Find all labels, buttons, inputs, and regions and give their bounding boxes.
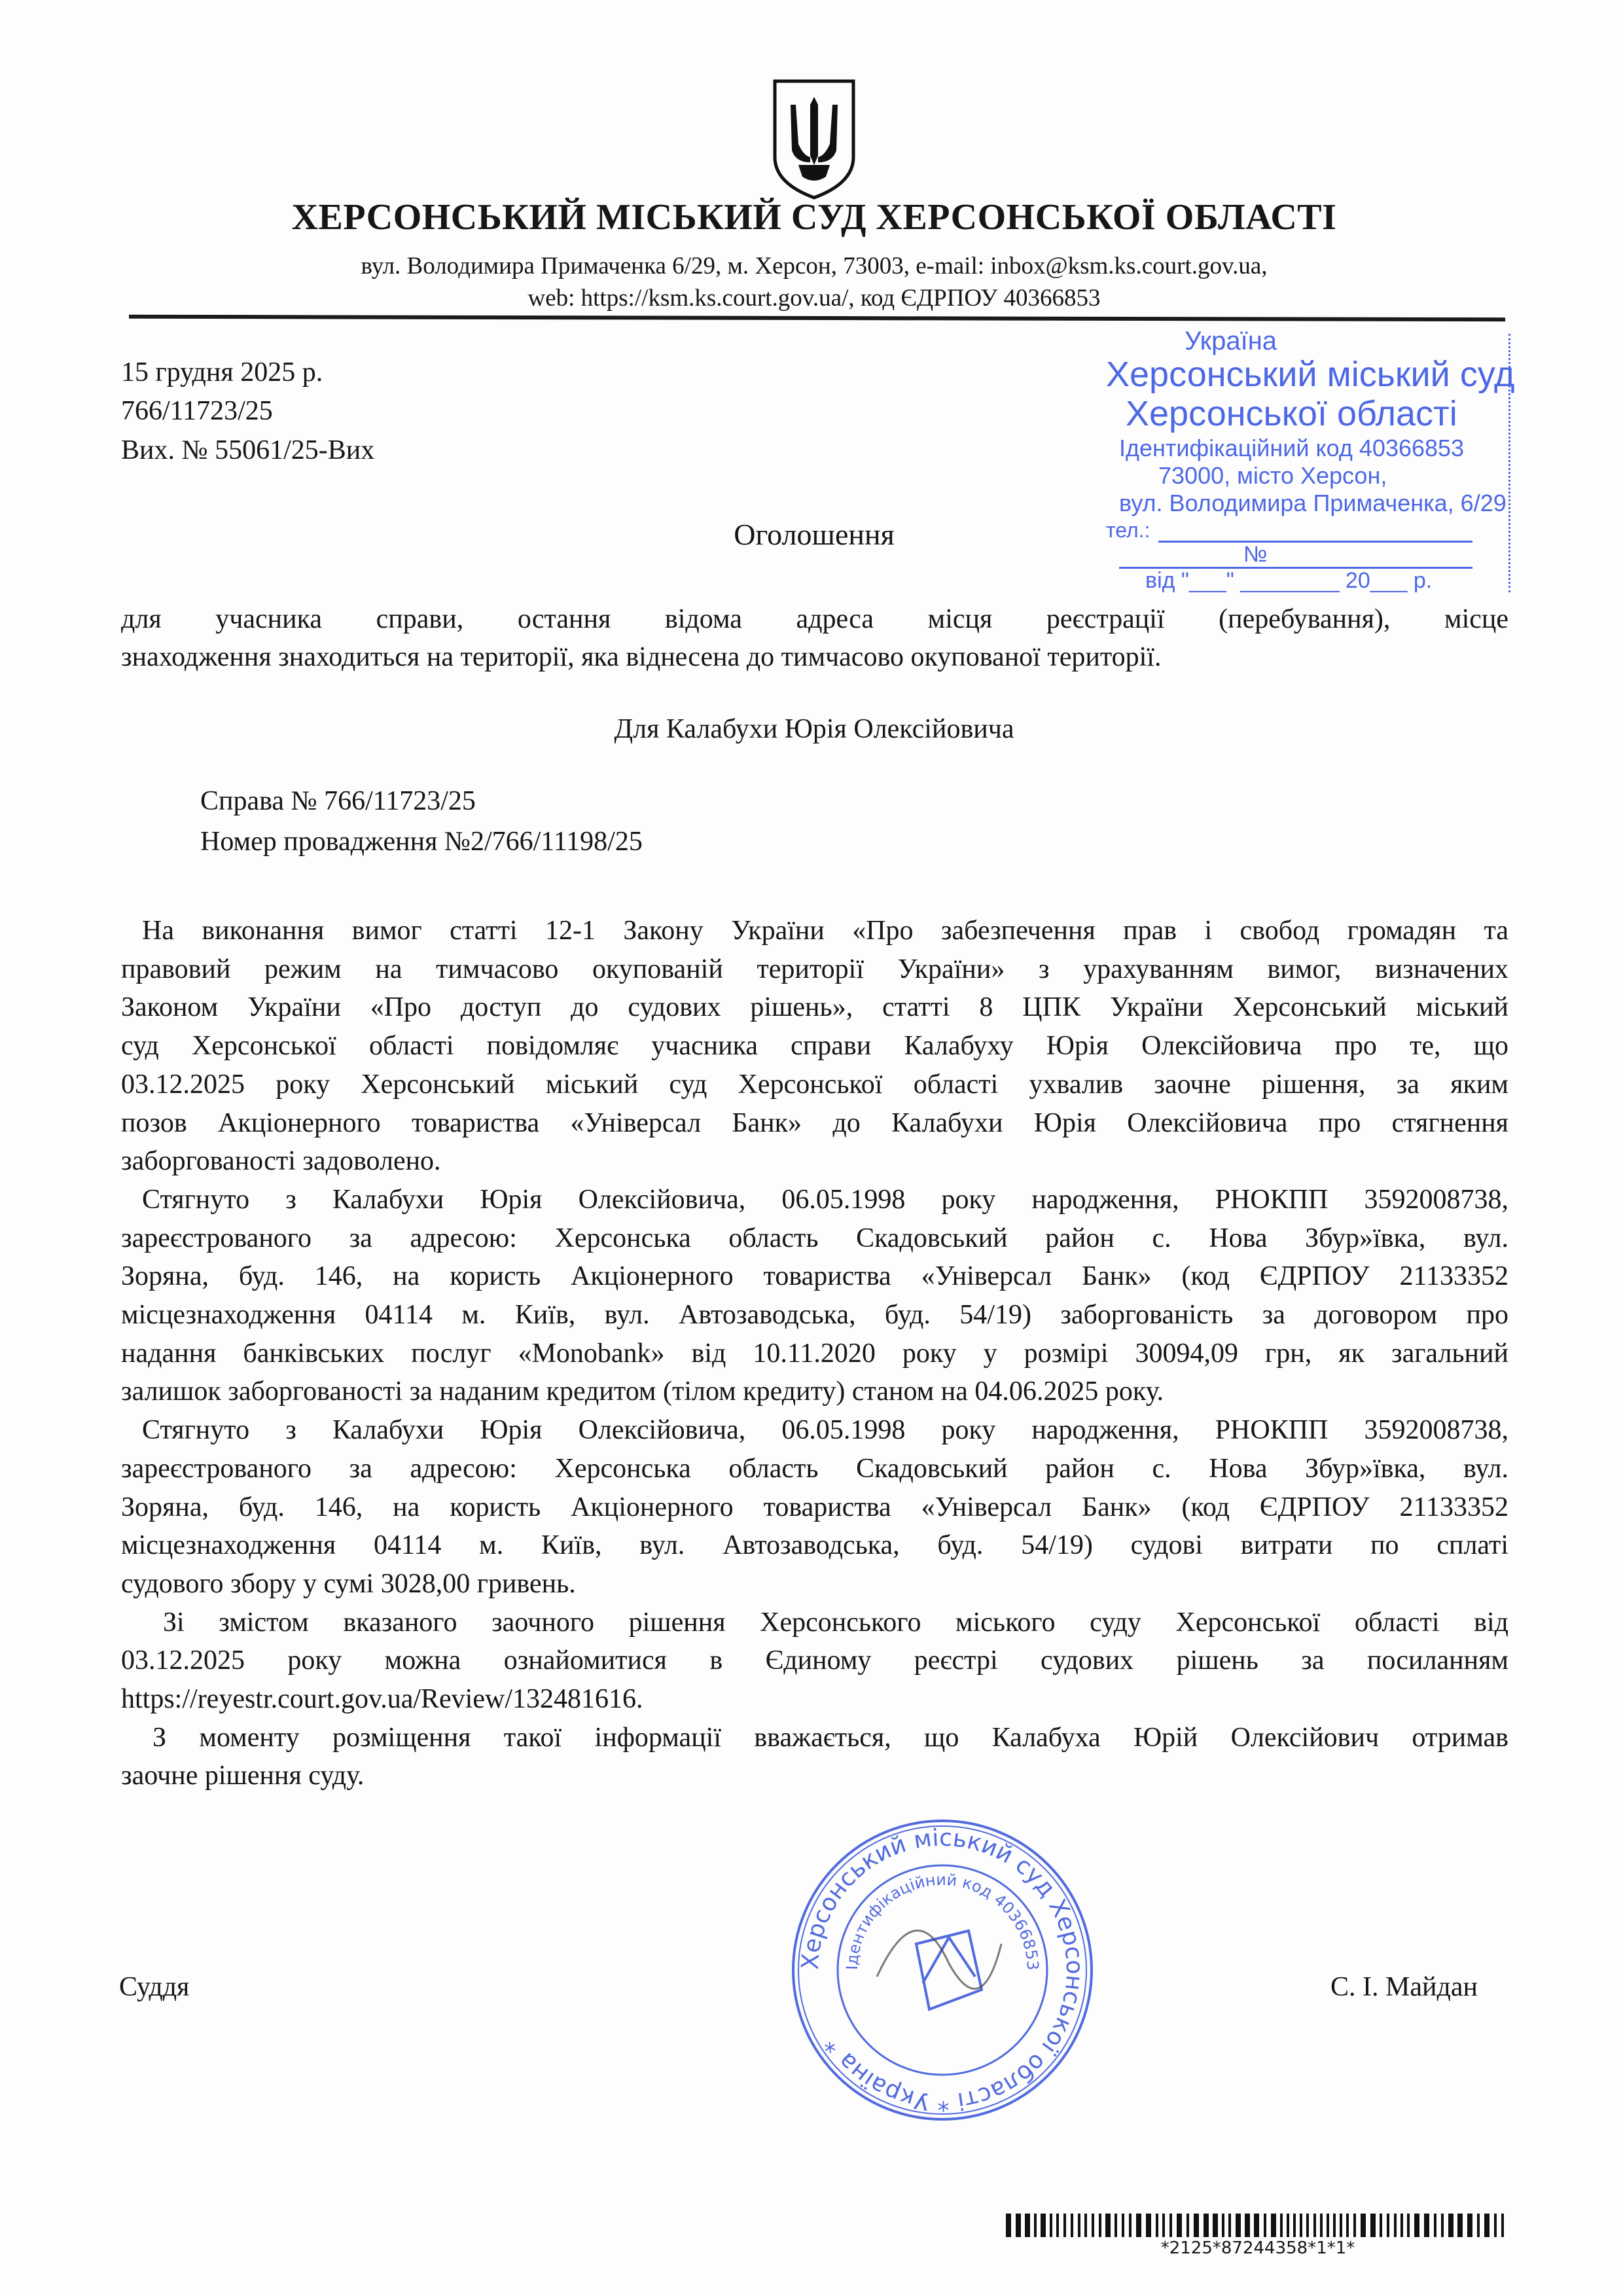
barcode-bar — [1156, 2214, 1158, 2237]
body-line: правовий режим на тимчасово окупованій території України» з урахуванням вимог, визначених — [121, 954, 1508, 984]
case-reference: 766/11723/25 — [121, 396, 273, 426]
barcode — [1006, 2214, 1510, 2238]
stamp-country: Україна — [1185, 327, 1277, 355]
barcode-bar — [1400, 2214, 1403, 2237]
barcode-bar — [1340, 2214, 1342, 2237]
barcode-bar — [1204, 2214, 1209, 2237]
barcode-bar — [1236, 2214, 1241, 2237]
barcode-bar — [1346, 2214, 1349, 2237]
body-line: 03.12.2025 року можна ознайомитися в Єдиному реєстрі судових рішень за посиланням — [121, 1645, 1508, 1676]
barcode-bar — [1071, 2214, 1073, 2237]
barcode-bar — [1084, 2214, 1087, 2237]
svg-text:Ідентифікаційний код 40366853 — [843, 1871, 1042, 1971]
barcode-bar — [1467, 2214, 1472, 2237]
stamp-region: Херсонської області — [1126, 394, 1457, 433]
body-line: Зоряна, буд. 146, на користь Акціонерного товариства «Універсал Банк» (код ЄДРПОУ 21133352 — [121, 1261, 1508, 1291]
barcode-bar — [1186, 2214, 1189, 2237]
addressee: Для Калабухи Юрія Олексійовича — [614, 714, 1014, 744]
barcode-bar — [1194, 2214, 1199, 2237]
stamp-city: 73000, місто Херсон, — [1158, 462, 1387, 489]
barcode-bar — [1370, 2214, 1376, 2237]
barcode-bar — [1484, 2214, 1489, 2237]
stamp-court: Херсонський міський суд — [1106, 355, 1515, 394]
barcode-bar — [1016, 2214, 1021, 2237]
barcode-bar — [1129, 2214, 1132, 2237]
body-line: залишок заборгованості за наданим кредитом (тілом кредиту) станом на 04.06.2025 року. — [121, 1376, 1164, 1407]
body-line: На виконання вимог статті 12-1 Закону України «Про забезпечення прав і свобод громадян та — [142, 916, 1508, 946]
document-date: 15 грудня 2025 р. — [121, 357, 323, 387]
barcode-bar — [1056, 2214, 1059, 2237]
court-title: ХЕРСОНСЬКИЙ МІСЬКИЙ СУД ХЕРСОНСЬКОЇ ОБЛАСТІ — [291, 197, 1337, 238]
barcode-bar — [1287, 2214, 1289, 2237]
barcode-bar — [1494, 2214, 1497, 2237]
barcode-bar — [1034, 2214, 1037, 2237]
barcode-bar — [1434, 2214, 1436, 2237]
barcode-bar — [1177, 2214, 1182, 2237]
barcode-bar — [1092, 2214, 1094, 2237]
barcode-bar — [1407, 2214, 1410, 2237]
barcode-bar — [1099, 2214, 1101, 2237]
barcode-bar — [1333, 2214, 1336, 2237]
body-line: Зі змістом вказаного заочного рішення Херсонського міського суду Херсонської області від — [163, 1607, 1508, 1638]
barcode-bar — [1313, 2214, 1316, 2237]
barcode-bar — [1271, 2214, 1276, 2237]
proceeding-number: Номер провадження №2/766/11198/25 — [200, 827, 643, 857]
barcode-bar — [1394, 2214, 1397, 2237]
barcode-bar — [1041, 2214, 1046, 2237]
barcode-bar — [1361, 2214, 1366, 2237]
stamp-street: вул. Володимира Примаченка, 6/29 — [1119, 490, 1507, 516]
barcode-bar — [1222, 2214, 1224, 2237]
judge-label: Суддя — [119, 1972, 190, 2002]
barcode-bar — [1264, 2214, 1266, 2237]
barcode-bar — [1122, 2214, 1124, 2237]
barcode-bar — [1387, 2214, 1389, 2237]
barcode-bar — [1306, 2214, 1309, 2237]
court-round-seal — [785, 1813, 1099, 2127]
stamp-phone-label: тел.: — [1106, 518, 1150, 542]
barcode-bar — [1063, 2214, 1066, 2237]
document-heading: Оголошення — [734, 518, 895, 551]
body-line: надання банківських послуг «Monobank» від 10.11.2020 року у розмірі 30094,09 грн, як загальний — [121, 1338, 1508, 1369]
barcode-bar — [1146, 2214, 1151, 2237]
body-line: місцезнаходження 04114 м. Київ, вул. Автозаводська, буд. 54/19) заборгованість за договором про — [121, 1300, 1508, 1330]
barcode-bar — [1477, 2214, 1480, 2237]
seal-inner-text: Ідентифікаційний код 40366853 — [842, 1870, 1043, 1971]
body-line: https://reyestr.court.gov.ua/Review/132481616. — [121, 1684, 643, 1714]
barcode-bar — [1327, 2214, 1329, 2237]
barcode-bar — [1414, 2214, 1419, 2237]
barcode-bar — [1169, 2214, 1172, 2237]
barcode-text: *2125*87244358*1*1* — [1160, 2238, 1355, 2258]
registration-stamp — [1106, 327, 1515, 596]
outgoing-number: Вих. № 55061/25-Вих — [121, 435, 375, 465]
intro-line: для учасника справи, остання відома адреса місця реєстрації (перебування), місце — [121, 604, 1508, 634]
barcode-bar — [1006, 2214, 1011, 2237]
body-line: Зоряна, буд. 146, на користь Акціонерного товариства «Універсал Банк» (код ЄДРПОУ 21133352 — [121, 1492, 1508, 1522]
body-line: Законом України «Про доступ до судових рішень», статті 8 ЦПК України Херсонський міський — [121, 992, 1508, 1022]
barcode-bar — [1457, 2214, 1463, 2237]
barcode-bar — [1162, 2214, 1165, 2237]
svg-text:Херсонський міський суд Херсон — [797, 1825, 1088, 2115]
body-line: заборгованості задоволено. — [121, 1146, 441, 1176]
barcode-bar — [1380, 2214, 1382, 2237]
body-line: суд Херсонської області повідомляє учасника справи Калабуху Юрія Олексійовича про те, що — [121, 1031, 1508, 1061]
body-line: Стягнуто з Калабухи Юрія Олексійовича, 06.05.1998 року народження, РНОКПП 3592008738, — [142, 1185, 1508, 1215]
stamp-id-code: Ідентифікаційний код 40366853 — [1119, 435, 1465, 461]
barcode-bar — [1105, 2214, 1111, 2237]
stamp-number-label: № — [1243, 542, 1268, 567]
barcode-bar — [1320, 2214, 1323, 2237]
stamp-date-label: від "___" ________ 20___ р. — [1145, 568, 1433, 593]
coat-of-arms-trident-icon — [772, 79, 856, 200]
barcode-bar — [1300, 2214, 1302, 2237]
barcode-bar — [1078, 2214, 1080, 2237]
body-line: заочне рішення суду. — [121, 1761, 365, 1791]
header-divider — [129, 315, 1505, 321]
barcode-bar — [1115, 2214, 1117, 2237]
barcode-bar — [1441, 2214, 1444, 2237]
body-line: З моменту розміщення такої інформації вважається, що Калабуха Юрій Олексійович отримав — [152, 1723, 1508, 1753]
body-line: 03.12.2025 року Херсонський міський суд Херсонської області ухвалив заочне рішення, за яким — [121, 1069, 1508, 1100]
court-web-code: web: https://ksm.ks.court.gov.ua/, код ЄДРПОУ 40366853 — [527, 285, 1101, 312]
case-number: Справа № 766/11723/25 — [200, 786, 476, 816]
barcode-bar — [1280, 2214, 1283, 2237]
body-line: місцезнаходження 04114 м. Київ, вул. Автозаводська, буд. 54/19) судові витрати по сплаті — [121, 1530, 1508, 1560]
body-line: зареєстрованого за адресою: Херсонська область Скадовський район с. Нова Збур»ївка, вул. — [121, 1223, 1508, 1253]
barcode-bar — [1245, 2214, 1250, 2237]
barcode-bar — [1025, 2214, 1030, 2237]
barcode-bar — [1213, 2214, 1218, 2237]
body-line: зареєстрованого за адресою: Херсонська область Скадовський район с. Нова Збур»ївка, вул. — [121, 1454, 1508, 1484]
body-line: Стягнуто з Калабухи Юрія Олексійовича, 06.05.1998 року народження, РНОКПП 3592008738, — [142, 1415, 1508, 1445]
barcode-bar — [1293, 2214, 1296, 2237]
body-line: судового збору у сумі 3028,00 гривень. — [121, 1569, 576, 1599]
barcode-bar — [1228, 2214, 1231, 2237]
intro-line: знаходження знаходиться на території, яка віднесена до тимчасово окупованої території. — [121, 642, 1162, 672]
judge-name: С. І. Майдан — [1330, 1972, 1478, 2002]
barcode-bar — [1424, 2214, 1429, 2237]
court-address: вул. Володимира Примаченка 6/29, м. Херсон, 73003, e-mail: inbox@ksm.ks.court.gov.ua, — [361, 253, 1268, 279]
barcode-bar — [1136, 2214, 1141, 2237]
body-line: позов Акціонерного товариства «Універсал Банк» до Калабухи Юрія Олексійовича про стягнення — [121, 1108, 1508, 1138]
barcode-bar — [1254, 2214, 1259, 2237]
barcode-bar — [1448, 2214, 1454, 2237]
barcode-bar — [1050, 2214, 1052, 2237]
barcode-bar — [1353, 2214, 1356, 2237]
barcode-bar — [1501, 2214, 1504, 2237]
seal-ring-text: Херсонський міський суд Херсонської області * Україна * — [796, 1824, 1088, 2116]
